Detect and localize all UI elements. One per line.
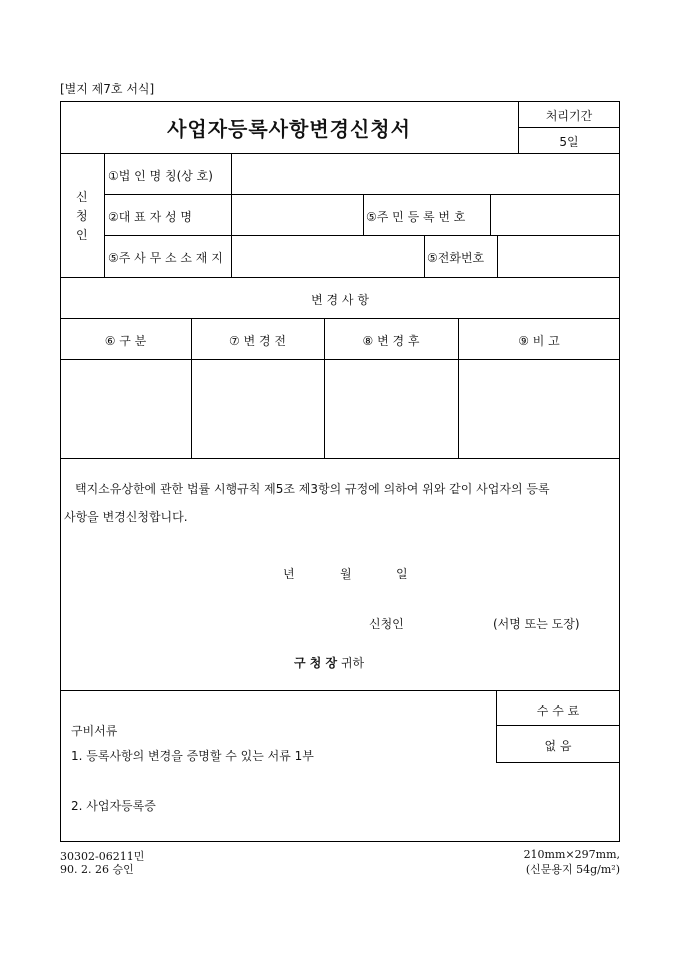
column-header-before: ⑦ 변 경 전 (229, 334, 286, 348)
remarks-cell[interactable] (459, 360, 619, 457)
paper-type: (신문용지 54g/m²) (525, 863, 620, 876)
corp-name-field[interactable] (232, 154, 619, 193)
resident-number-field[interactable] (491, 195, 619, 234)
applicant-label-char: 인 (76, 228, 88, 242)
phone-field[interactable] (498, 236, 619, 276)
form-code: 30302-06211민 (60, 850, 145, 863)
recipient (294, 654, 364, 671)
fee-value: 없 음 (544, 739, 572, 753)
divider (518, 127, 620, 128)
representative-label: ②대 표 자 성 명 (108, 210, 192, 224)
office-address-label: ⑤주 사 무 소 소 재 지 (108, 251, 223, 265)
divider (60, 690, 620, 691)
after-cell[interactable] (325, 360, 457, 457)
date-year: 년 (283, 567, 295, 581)
applicant-label-char: 신 (76, 190, 88, 204)
before-cell[interactable] (192, 360, 323, 457)
representative-field[interactable] (232, 195, 362, 234)
applicant-sign-label: 신청인 (369, 617, 404, 631)
processing-period-value: 5일 (559, 135, 579, 149)
change-section-title: 변 경 사 항 (311, 293, 369, 307)
divider (104, 153, 105, 277)
recipient-title: 구 청 장 (294, 656, 338, 670)
divider (60, 458, 620, 459)
statement-line-2: 사항을 변경신청합니다. (64, 510, 188, 524)
divider (424, 235, 425, 277)
column-header-after: ⑧ 변 경 후 (362, 334, 420, 348)
document-item: 1. 등록사항의 변경을 증명할 수 있는 서류 1부 (71, 749, 314, 763)
statement-line-1: 택지소유상한에 관한 법률 시행규칙 제5조 제3항의 규정에 의하여 위와 같이 사업자의 등록 (75, 482, 550, 496)
page-title: 사업자등록사항변경신청서 (167, 117, 411, 141)
documents-title: 구비서류 (71, 724, 118, 738)
divider (60, 277, 620, 278)
column-header-remarks: ⑨ 비 고 (518, 334, 560, 348)
paper-size: 210mm×297mm, (523, 848, 620, 861)
phone-label: ⑤전화번호 (427, 251, 485, 265)
divider (60, 318, 620, 319)
divider (496, 725, 620, 726)
category-cell[interactable] (61, 360, 190, 457)
fee-label: 수 수 료 (536, 704, 580, 718)
office-address-field[interactable] (232, 236, 423, 276)
resident-number-label: ⑤주 민 등 록 번 호 (366, 210, 466, 224)
sign-note: (서명 또는 도장) (493, 617, 580, 631)
form-label: [별지 제7호 서식] (60, 82, 155, 96)
approval-date: 90. 2. 26 승인 (60, 863, 134, 876)
column-header-category: ⑥ 구 분 (104, 334, 147, 348)
date-day: 일 (396, 567, 408, 581)
document-item: 2. 사업자등록증 (71, 799, 156, 813)
applicant-label-char: 청 (76, 209, 88, 223)
recipient-suffix: 귀하 (340, 656, 365, 670)
corp-name-label: ①법 인 명 칭(상 호) (108, 169, 213, 183)
date-month: 월 (340, 567, 352, 581)
divider (496, 762, 620, 763)
divider (363, 194, 364, 235)
processing-period-label: 처리기간 (545, 109, 593, 123)
